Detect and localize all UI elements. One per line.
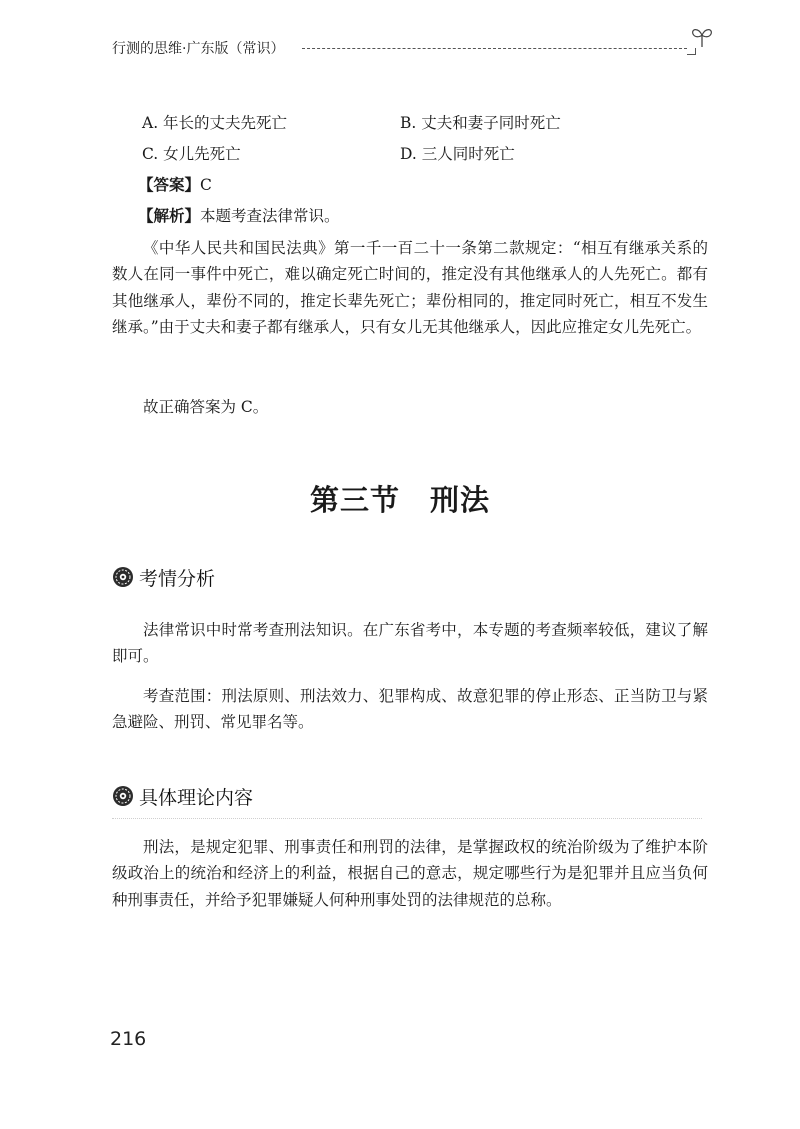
theory-heading bbox=[112, 782, 253, 810]
exam-analysis-heading-text: 考情分析 bbox=[139, 567, 216, 590]
option-b: B. 丈夫和妻子同时死亡 bbox=[400, 114, 561, 132]
flower-badge-icon bbox=[112, 566, 134, 588]
option-d: D. 三人同时死亡 bbox=[400, 145, 515, 163]
flower-badge-icon bbox=[112, 785, 134, 807]
page-number: 216 bbox=[110, 1028, 147, 1050]
section-title bbox=[0, 478, 800, 519]
option-a: A. 年长的丈夫先死亡 bbox=[142, 114, 288, 132]
answer-value: C bbox=[200, 176, 212, 194]
analysis-line bbox=[138, 203, 340, 229]
header-dashed-rule bbox=[302, 48, 687, 49]
theory-heading-rule bbox=[112, 818, 702, 819]
exam-analysis-paragraph-2: 考查范围：刑法原则、刑法效力、犯罪构成、故意犯罪的停止形态、正当防卫与紧急避险、刑罚、常见罪名等。 bbox=[112, 687, 708, 732]
header-rule-end bbox=[687, 48, 696, 55]
exam-analysis-paragraph-1: 法律常识中时常考查刑法知识。在广东省考中，本专题的考查频率较低，建议了解即可。 bbox=[112, 621, 708, 666]
section-name: 刑法 bbox=[430, 483, 491, 517]
analysis-label: 【解析】 bbox=[138, 207, 201, 225]
running-header bbox=[112, 34, 712, 62]
exam-analysis-heading bbox=[112, 563, 215, 591]
option-c: C. 女儿先死亡 bbox=[142, 145, 241, 163]
sprout-icon bbox=[690, 26, 714, 48]
theory-paragraph-1: 刑法，是规定犯罪、刑事责任和刑罚的法律，是掌握政权的统治阶级为了维护本阶级政治上的统治和经济上的利益，根据自己的意志，规定哪些行为是犯罪并且应当负何种刑事责任，并给予犯罪嫌疑人何种刑事处罚的法律规范的总称。 bbox=[112, 838, 708, 909]
analysis-paragraph: 《中华人民共和国民法典》第一千一百二十一条第二款规定：“相互有继承关系的数人在同一事件中死亡，难以确定死亡时间的，推定没有其他继承人的人先死亡。都有其他继承人，辈份不同的，推定长辈先死亡；辈份相同的，推定同时死亡，相互不发生继承。”由于丈夫和妻子都有继承人，只有女儿无其他继承人，因此应推定女儿先死亡。 bbox=[112, 239, 708, 337]
analysis-intro: 本题考查法律常识。 bbox=[200, 207, 340, 225]
analysis-conclusion: 故正确答案为 C。 bbox=[143, 398, 269, 416]
section-number: 第三节 bbox=[309, 483, 400, 517]
answer-label: 【答案】 bbox=[138, 176, 201, 194]
book-title: 行测的思维·广东版（常识） bbox=[112, 41, 285, 57]
theory-heading-text: 具体理论内容 bbox=[139, 786, 254, 809]
answer-line bbox=[138, 172, 212, 198]
